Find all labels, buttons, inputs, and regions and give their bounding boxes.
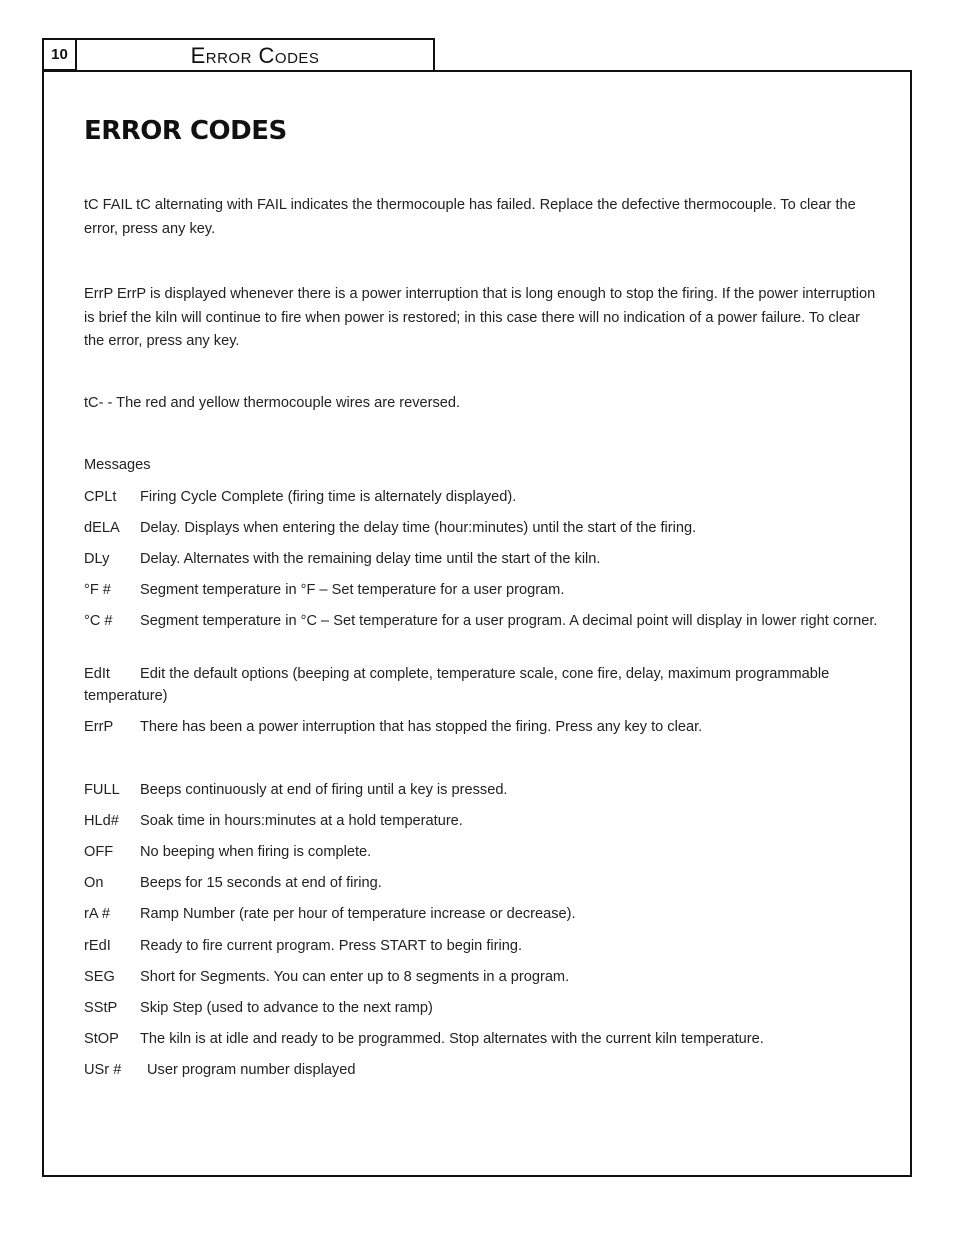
message-code: °C #	[84, 613, 113, 629]
message-desc: There has been a power interruption that has stopped the firing. Press any key to clear.	[140, 719, 703, 735]
message-item	[84, 903, 884, 925]
message-code: HLd#	[84, 813, 119, 829]
message-item	[84, 810, 884, 832]
message-item	[84, 548, 884, 570]
message-desc: Delay. Displays when entering the delay time (hour:minutes) until the start of the firing.	[140, 520, 697, 536]
message-code: ErrP	[84, 719, 114, 735]
message-item	[84, 610, 884, 632]
page-number: 10	[42, 38, 75, 71]
message-item	[84, 486, 884, 508]
message-code: SEG	[84, 969, 115, 985]
message-desc: Firing Cycle Complete (firing time is alternately displayed).	[140, 489, 517, 505]
error-tc-reversed: tC- - The red and yellow thermocouple wires are reversed.	[84, 395, 461, 411]
message-code: EdIt	[84, 666, 110, 682]
message-desc: Segment temperature in °C – Set temperature for a user program. A decimal point will display in lower right corner.	[140, 613, 878, 629]
message-item	[84, 1028, 884, 1050]
message-item	[84, 1059, 884, 1081]
message-code: OFF	[84, 844, 114, 860]
message-desc: Segment temperature in °F – Set temperature for a user program.	[140, 582, 565, 598]
message-code: CPLt	[84, 489, 117, 505]
message-desc: Ready to fire current program. Press START to begin firing.	[140, 938, 523, 954]
section-title: Error Codes	[75, 38, 435, 71]
message-code: rEdI	[84, 938, 111, 954]
message-desc: No beeping when firing is complete.	[140, 844, 372, 860]
message-desc: User program number displayed	[147, 1062, 356, 1078]
message-item	[84, 779, 884, 801]
message-code: USr #	[84, 1062, 122, 1078]
message-desc: The kiln is at idle and ready to be programmed. Stop alternates with the current kiln temperature.	[140, 1031, 764, 1047]
message-code: °F #	[84, 582, 111, 598]
message-code: FULL	[84, 782, 120, 798]
message-item	[84, 997, 884, 1019]
message-item	[84, 872, 884, 894]
message-code: SStP	[84, 1000, 118, 1016]
page-title: ERROR CODES	[84, 116, 287, 146]
message-code: DLy	[84, 551, 110, 567]
message-desc: Delay. Alternates with the remaining delay time until the start of the kiln.	[140, 551, 601, 567]
message-item	[84, 579, 884, 601]
message-item	[84, 935, 884, 957]
message-item	[84, 716, 884, 738]
message-desc: Edit the default options (beeping at complete, temperature scale, cone fire, delay, maximum programmable temperature)	[84, 666, 830, 704]
message-desc: Beeps continuously at end of firing until a key is pressed.	[140, 782, 508, 798]
messages-heading: Messages	[84, 457, 151, 473]
message-item	[84, 966, 884, 988]
message-item	[84, 841, 884, 863]
message-item	[84, 663, 884, 707]
message-desc: Beeps for 15 seconds at end of firing.	[140, 875, 382, 891]
message-code: StOP	[84, 1031, 119, 1047]
message-desc: Ramp Number (rate per hour of temperature increase or decrease).	[140, 906, 576, 922]
message-code: dELA	[84, 520, 120, 536]
message-code: On	[84, 875, 104, 891]
message-desc: Soak time in hours:minutes at a hold temperature.	[140, 813, 463, 829]
error-tc-fail: tC FAIL tC alternating with FAIL indicates the thermocouple has failed. Replace the defective thermocouple. To clear the error, press any key.	[84, 197, 856, 237]
message-desc: Skip Step (used to advance to the next ramp)	[140, 1000, 433, 1016]
message-desc: Short for Segments. You can enter up to 8 segments in a program.	[140, 969, 570, 985]
error-errp: ErrP ErrP is displayed whenever there is a power interruption that is long enough to stop the firing. If the power interruption is brief the kiln will continue to fire when power is restored; in this case there will no indication of a power failure. To clear the error, press any key.	[84, 286, 876, 349]
message-code: rA #	[84, 906, 110, 922]
message-item	[84, 517, 884, 539]
